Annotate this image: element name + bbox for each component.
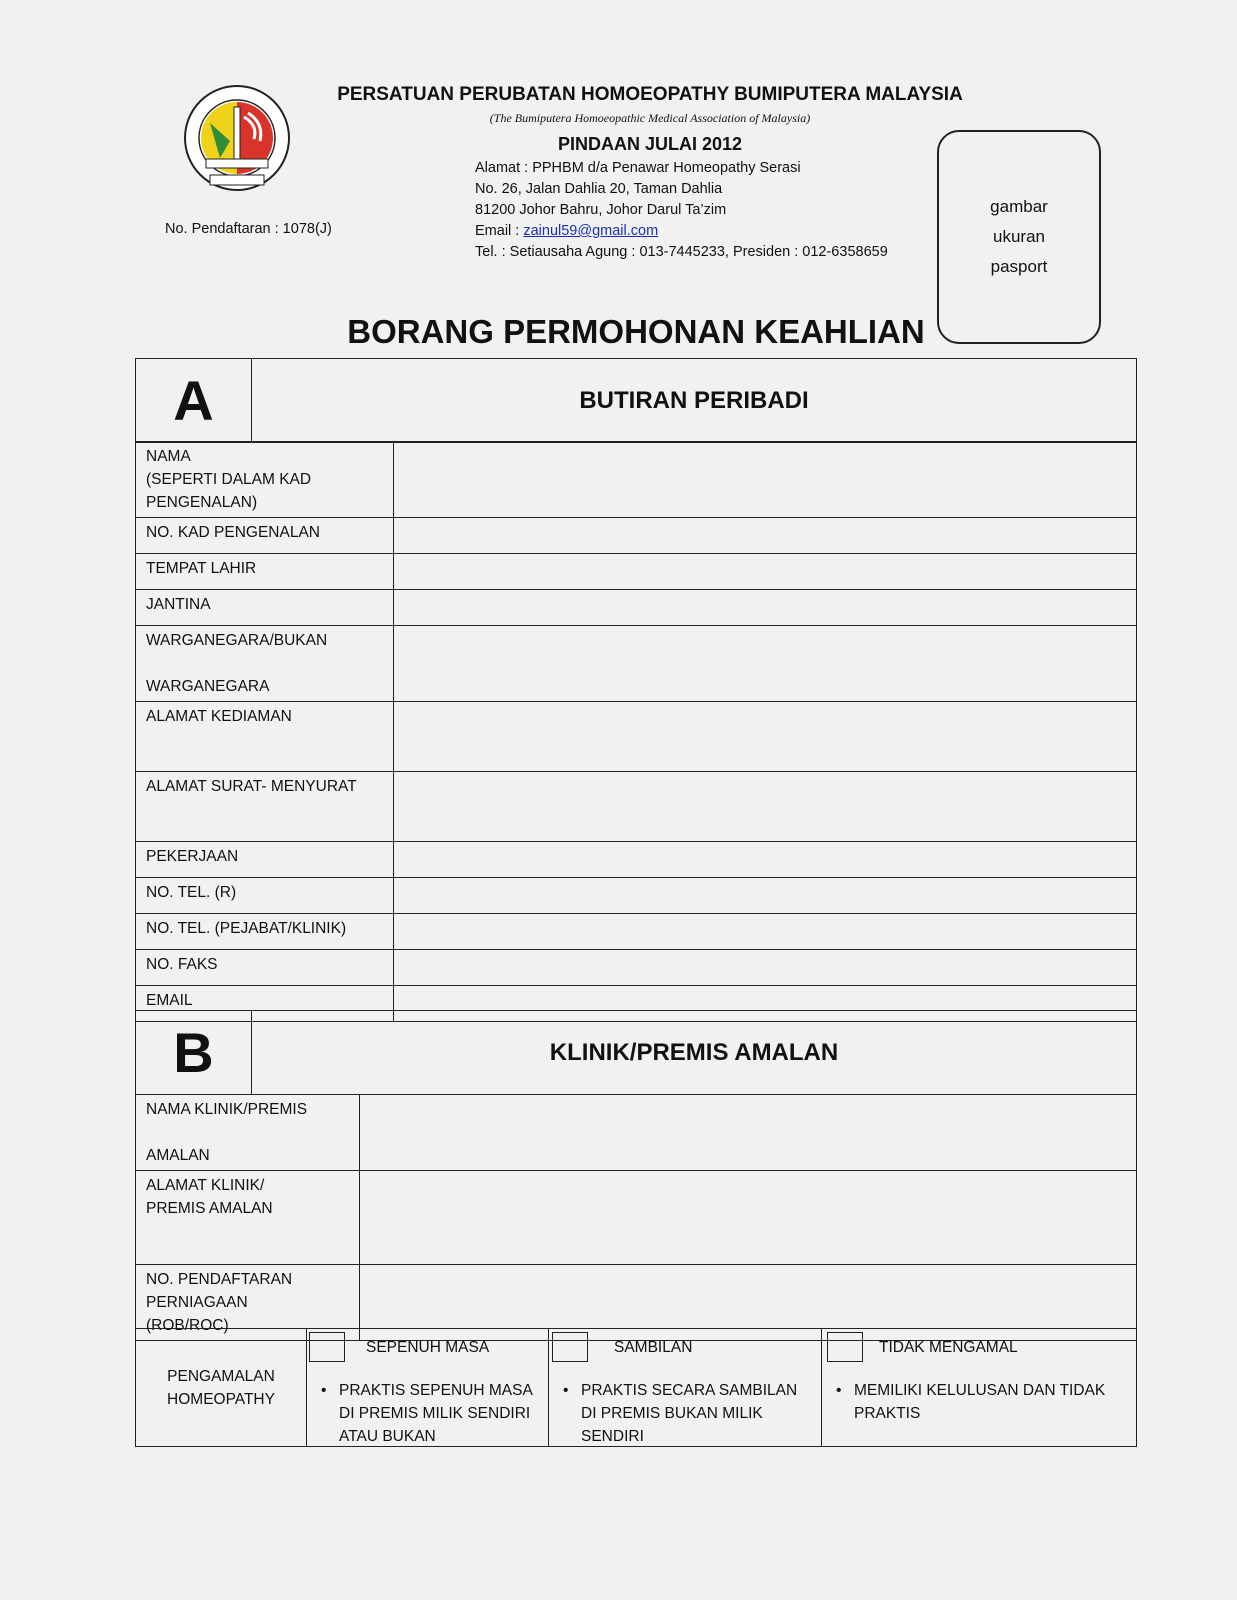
bullet-icon: • (836, 1382, 842, 1399)
address-line: 81200 Johor Bahru, Johor Darul Ta’zim (475, 202, 727, 218)
form-row (136, 772, 1137, 842)
practice-label: PENGAMALAN HOMEOPATHY (136, 1329, 307, 1447)
form-row (136, 914, 1137, 950)
section-b-title: KLINIK/PREMIS AMALAN (252, 1011, 1137, 1095)
email-line (475, 221, 888, 242)
field-input-area[interactable] (394, 772, 1137, 842)
form-row (136, 590, 1137, 626)
form-title: BORANG PERMOHONAN KEAHLIAN (347, 313, 925, 350)
field-label: ALAMAT SURAT- MENYURAT (136, 772, 394, 842)
form-row (136, 702, 1137, 772)
field-label: NO. PENDAFTARAN PERNIAGAAN (ROB/ROC) (136, 1265, 360, 1341)
form-row (136, 442, 1137, 518)
option-label: SEPENUH MASA (366, 1339, 490, 1356)
option-part-time (549, 1329, 822, 1447)
option-description (836, 1379, 1106, 1425)
section-a-table (135, 358, 1137, 443)
personal-details-table (135, 441, 1137, 1022)
option-full-time (307, 1329, 549, 1447)
checkbox-part-time[interactable] (552, 1332, 588, 1362)
field-label: NO. FAKS (136, 950, 394, 986)
field-label: EMAIL (136, 986, 394, 1022)
field-label: ALAMAT KLINIK/ PREMIS AMALAN (136, 1171, 360, 1265)
option-description-text: PRAKTIS SECARA SAMBILAN DI PREMIS BUKAN MILIK SENDIRI (581, 1382, 798, 1445)
field-input-area[interactable] (360, 1171, 1137, 1265)
section-a-letter: A (136, 359, 252, 443)
practice-table (135, 1328, 1137, 1447)
field-label: PEKERJAAN (136, 842, 394, 878)
address-block (475, 158, 888, 263)
field-label: NO. KAD PENGENALAN (136, 518, 394, 554)
checkbox-not-practising[interactable] (827, 1332, 863, 1362)
field-label: TEMPAT LAHIR (136, 554, 394, 590)
field-label: ALAMAT KEDIAMAN (136, 702, 394, 772)
field-label: WARGANEGARA/BUKAN WARGANEGARA (136, 626, 394, 702)
option-not-practising (822, 1329, 1137, 1447)
org-name: PERSATUAN PERUBATAN HOMOEOPATHY BUMIPUTERA MALAYSIA (337, 84, 963, 105)
field-label: NO. TEL. (PEJABAT/KLINIK) (136, 914, 394, 950)
bullet-icon: • (563, 1382, 569, 1399)
form-row (136, 1095, 1137, 1171)
option-description (321, 1379, 533, 1448)
form-row (136, 878, 1137, 914)
checkbox-full-time[interactable] (309, 1332, 345, 1362)
form-row (136, 950, 1137, 986)
address-line: No. 26, Jalan Dahlia 20, Taman Dahlia (475, 181, 723, 197)
field-label: NAMA KLINIK/PREMIS AMALAN (136, 1095, 360, 1171)
field-input-area[interactable] (394, 914, 1137, 950)
field-input-area[interactable] (394, 442, 1137, 518)
passport-photo-box: gambar ukuran pasport (937, 130, 1101, 344)
section-a-title: BUTIRAN PERIBADI (252, 359, 1137, 443)
field-input-area[interactable] (394, 842, 1137, 878)
form-row (136, 1171, 1137, 1265)
field-input-area[interactable] (394, 518, 1137, 554)
form-row (136, 626, 1137, 702)
email-link[interactable]: zainul59@gmail.com (523, 223, 659, 239)
form-row (136, 554, 1137, 590)
bullet-icon: • (321, 1382, 327, 1399)
field-input-area[interactable] (394, 878, 1137, 914)
registration-number: No. Pendaftaran : 1078(J) (165, 221, 332, 237)
section-b-table (135, 1010, 1137, 1095)
field-input-area[interactable] (394, 950, 1137, 986)
option-description-text: PRAKTIS SEPENUH MASA DI PREMIS MILIK SENDIRI ATAU BUKAN (339, 1382, 533, 1445)
field-label: NO. TEL. (R) (136, 878, 394, 914)
field-input-area[interactable] (394, 702, 1137, 772)
form-row (136, 518, 1137, 554)
field-input-area[interactable] (360, 1095, 1137, 1171)
clinic-details-table (135, 1094, 1137, 1341)
org-name-english: (The Bumiputera Homoeopathic Medical Association of Malaysia) (489, 111, 811, 125)
field-input-area[interactable] (394, 590, 1137, 626)
email-label: Email : (475, 223, 524, 239)
revision-date: PINDAAN JULAI 2012 (557, 134, 743, 154)
telephone-line: Tel. : Setiausaha Agung : 013-7445233, Presiden : 012-6358659 (475, 244, 888, 260)
option-description-text: MEMILIKI KELULUSAN DAN TIDAK PRAKTIS (854, 1382, 1106, 1422)
address-line: Alamat : PPHBM d/a Penawar Homeopathy Serasi (475, 160, 801, 176)
form-row (136, 842, 1137, 878)
field-input-area[interactable] (394, 626, 1137, 702)
option-label: TIDAK MENGAMAL (879, 1339, 1018, 1356)
field-label: NAMA (SEPERTI DALAM KAD PENGENALAN) (136, 442, 394, 518)
option-description (563, 1379, 798, 1448)
field-input-area[interactable] (394, 554, 1137, 590)
option-label: SAMBILAN (614, 1339, 693, 1356)
section-b-letter: B (136, 1011, 252, 1095)
field-label: JANTINA (136, 590, 394, 626)
